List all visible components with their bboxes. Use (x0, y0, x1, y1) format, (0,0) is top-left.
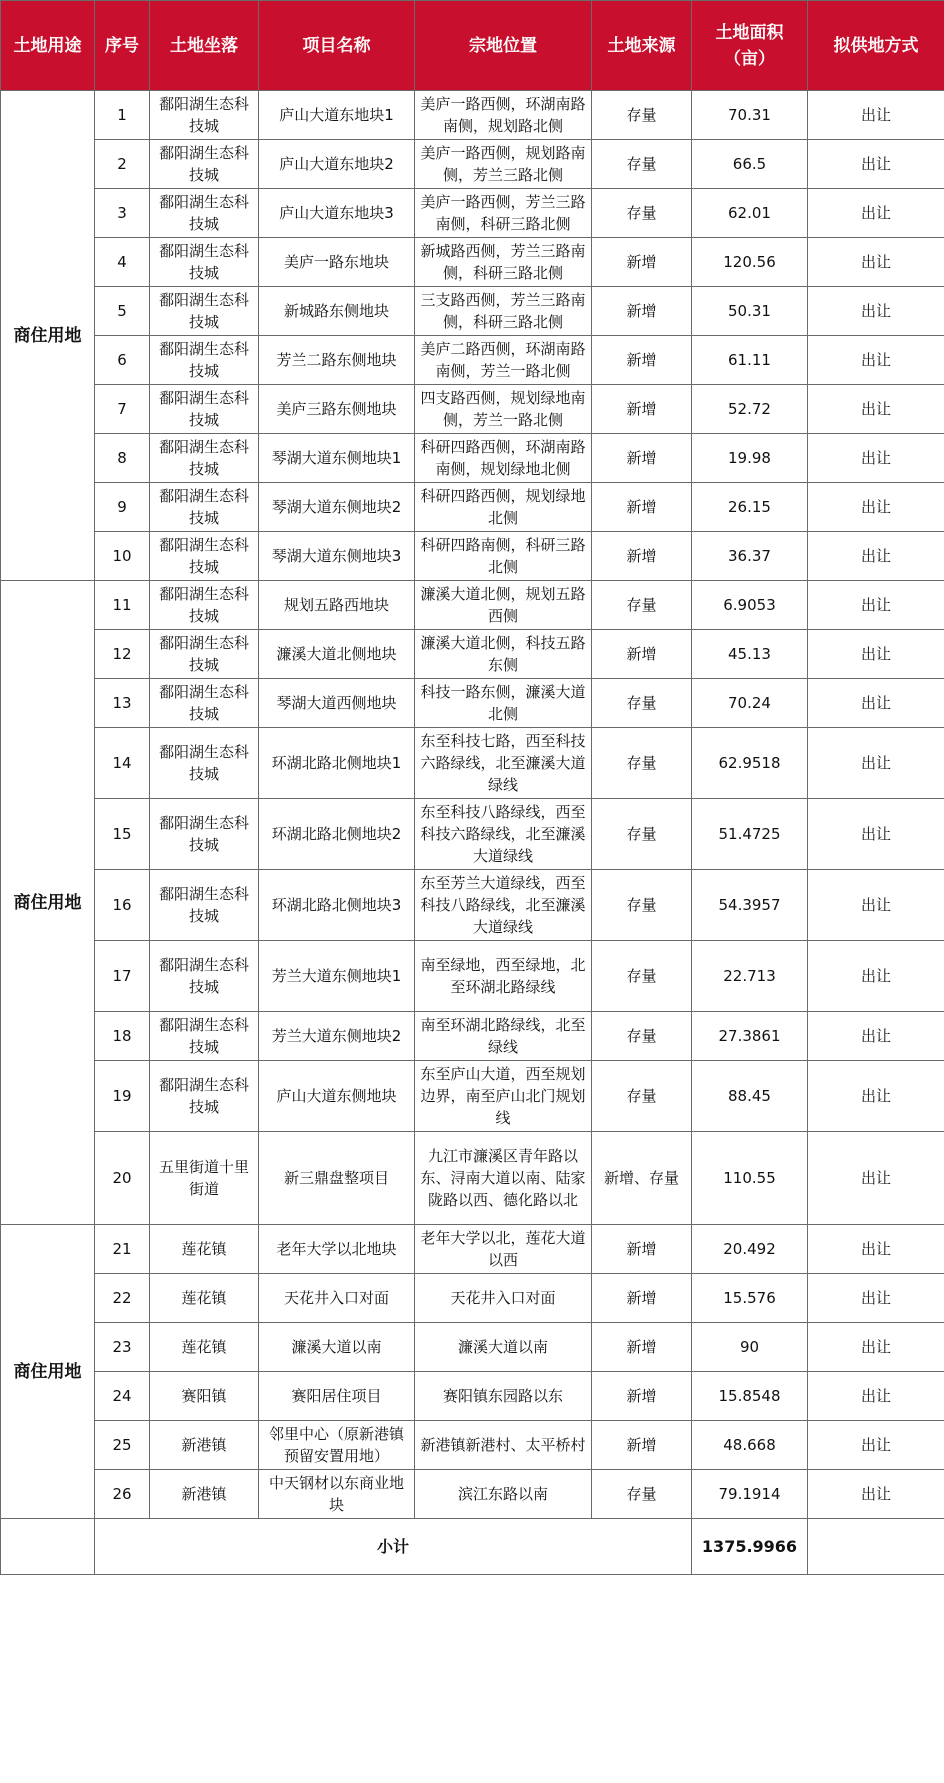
source-cell: 存量 (592, 941, 692, 1012)
source-cell: 新增 (592, 1372, 692, 1421)
area-cell: 88.45 (692, 1061, 808, 1132)
location-cell: 濂溪大道以南 (415, 1323, 592, 1372)
table-row (1, 532, 944, 581)
source-cell: 存量 (592, 189, 692, 238)
serial-cell: 15 (95, 799, 150, 870)
source-cell: 存量 (592, 1012, 692, 1061)
table-row (1, 1274, 944, 1323)
serial-cell: 5 (95, 287, 150, 336)
site-cell: 鄱阳湖生态科技城 (150, 336, 259, 385)
site-cell: 鄱阳湖生态科技城 (150, 483, 259, 532)
source-cell: 存量 (592, 728, 692, 799)
serial-cell: 10 (95, 532, 150, 581)
table-row (1, 287, 944, 336)
project-name-cell: 濂溪大道北侧地块 (259, 630, 415, 679)
serial-cell: 24 (95, 1372, 150, 1421)
serial-cell: 23 (95, 1323, 150, 1372)
site-cell: 鄱阳湖生态科技城 (150, 728, 259, 799)
area-cell: 62.01 (692, 189, 808, 238)
project-name-cell: 庐山大道东地块2 (259, 140, 415, 189)
source-cell: 存量 (592, 679, 692, 728)
project-name-cell: 庐山大道东侧地块 (259, 1061, 415, 1132)
serial-cell: 7 (95, 385, 150, 434)
table-row (1, 1372, 944, 1421)
supply-method-cell: 出让 (808, 1372, 944, 1421)
table-row (1, 1061, 944, 1132)
site-cell: 鄱阳湖生态科技城 (150, 1061, 259, 1132)
area-cell: 70.31 (692, 91, 808, 140)
table-row (1, 1012, 944, 1061)
site-cell: 鄱阳湖生态科技城 (150, 189, 259, 238)
site-cell: 莲花镇 (150, 1274, 259, 1323)
serial-cell: 22 (95, 1274, 150, 1323)
project-name-cell: 芳兰大道东侧地块1 (259, 941, 415, 1012)
location-cell: 天花井入口对面 (415, 1274, 592, 1323)
table-row (1, 238, 944, 287)
project-name-cell: 庐山大道东地块3 (259, 189, 415, 238)
header-cell: 土地面积（亩） (692, 1, 808, 91)
site-cell: 鄱阳湖生态科技城 (150, 1012, 259, 1061)
area-cell: 62.9518 (692, 728, 808, 799)
supply-method-cell: 出让 (808, 1012, 944, 1061)
project-name-cell: 濂溪大道以南 (259, 1323, 415, 1372)
area-cell: 6.9053 (692, 581, 808, 630)
supply-method-cell: 出让 (808, 287, 944, 336)
project-name-cell: 琴湖大道东侧地块2 (259, 483, 415, 532)
table-row (1, 434, 944, 483)
project-name-cell: 规划五路西地块 (259, 581, 415, 630)
table-row (1, 1421, 944, 1470)
area-cell: 19.98 (692, 434, 808, 483)
source-cell: 新增 (592, 1225, 692, 1274)
project-name-cell: 赛阳居住项目 (259, 1372, 415, 1421)
supply-method-cell: 出让 (808, 1323, 944, 1372)
table-row (1, 140, 944, 189)
serial-cell: 26 (95, 1470, 150, 1519)
header-cell: 宗地位置 (415, 1, 592, 91)
project-name-cell: 新三鼎盘整项目 (259, 1132, 415, 1225)
area-cell: 15.8548 (692, 1372, 808, 1421)
source-cell: 新增 (592, 630, 692, 679)
location-cell: 新城路西侧，芳兰三路南侧，科研三路北侧 (415, 238, 592, 287)
area-cell: 51.4725 (692, 799, 808, 870)
area-cell: 66.5 (692, 140, 808, 189)
source-cell: 存量 (592, 140, 692, 189)
site-cell: 鄱阳湖生态科技城 (150, 140, 259, 189)
supply-method-cell: 出让 (808, 679, 944, 728)
source-cell: 新增 (592, 434, 692, 483)
land-use-cell: 商住用地 (1, 581, 95, 1225)
supply-method-cell: 出让 (808, 941, 944, 1012)
location-cell: 滨江东路以南 (415, 1470, 592, 1519)
serial-cell: 8 (95, 434, 150, 483)
source-cell: 新增 (592, 532, 692, 581)
area-cell: 110.55 (692, 1132, 808, 1225)
serial-cell: 17 (95, 941, 150, 1012)
table-row (1, 1470, 944, 1519)
supply-method-cell: 出让 (808, 799, 944, 870)
project-name-cell: 邻里中心（原新港镇预留安置用地） (259, 1421, 415, 1470)
project-name-cell: 琴湖大道西侧地块 (259, 679, 415, 728)
header-cell: 序号 (95, 1, 150, 91)
supply-method-cell: 出让 (808, 1421, 944, 1470)
source-cell: 存量 (592, 581, 692, 630)
project-name-cell: 环湖北路北侧地块3 (259, 870, 415, 941)
supply-method-cell: 出让 (808, 1061, 944, 1132)
site-cell: 鄱阳湖生态科技城 (150, 679, 259, 728)
project-name-cell: 环湖北路北侧地块1 (259, 728, 415, 799)
supply-method-cell: 出让 (808, 385, 944, 434)
location-cell: 科研四路西侧，规划绿地北侧 (415, 483, 592, 532)
serial-cell: 18 (95, 1012, 150, 1061)
project-name-cell: 环湖北路北侧地块2 (259, 799, 415, 870)
supply-method-cell: 出让 (808, 728, 944, 799)
table-row (1, 799, 944, 870)
area-cell: 36.37 (692, 532, 808, 581)
project-name-cell: 天花井入口对面 (259, 1274, 415, 1323)
table-row (1, 483, 944, 532)
source-cell: 新增 (592, 1323, 692, 1372)
site-cell: 鄱阳湖生态科技城 (150, 941, 259, 1012)
project-name-cell: 美庐一路东地块 (259, 238, 415, 287)
header-cell: 拟供地方式 (808, 1, 944, 91)
header-cell: 土地坐落 (150, 1, 259, 91)
source-cell: 新增 (592, 287, 692, 336)
table-row (1, 336, 944, 385)
table-row (1, 1132, 944, 1225)
site-cell: 鄱阳湖生态科技城 (150, 434, 259, 483)
area-cell: 15.576 (692, 1274, 808, 1323)
site-cell: 鄱阳湖生态科技城 (150, 581, 259, 630)
serial-cell: 20 (95, 1132, 150, 1225)
location-cell: 赛阳镇东园路以东 (415, 1372, 592, 1421)
serial-cell: 16 (95, 870, 150, 941)
area-cell: 20.492 (692, 1225, 808, 1274)
supply-method-cell: 出让 (808, 1225, 944, 1274)
supply-method-cell: 出让 (808, 532, 944, 581)
site-cell: 五里街道十里街道 (150, 1132, 259, 1225)
serial-cell: 6 (95, 336, 150, 385)
table-row (1, 728, 944, 799)
area-cell: 27.3861 (692, 1012, 808, 1061)
area-cell: 70.24 (692, 679, 808, 728)
location-cell: 九江市濂溪区青年路以东、浔南大道以南、陆家陇路以西、德化路以北 (415, 1132, 592, 1225)
area-cell: 48.668 (692, 1421, 808, 1470)
table-body (1, 91, 944, 1575)
area-cell: 50.31 (692, 287, 808, 336)
location-cell: 科研四路西侧，环湖南路南侧，规划绿地北侧 (415, 434, 592, 483)
area-cell: 52.72 (692, 385, 808, 434)
serial-cell: 9 (95, 483, 150, 532)
location-cell: 三支路西侧，芳兰三路南侧，科研三路北侧 (415, 287, 592, 336)
site-cell: 赛阳镇 (150, 1372, 259, 1421)
location-cell: 美庐一路西侧，规划路南侧，芳兰三路北侧 (415, 140, 592, 189)
site-cell: 莲花镇 (150, 1225, 259, 1274)
supply-method-cell: 出让 (808, 1470, 944, 1519)
supply-method-cell: 出让 (808, 238, 944, 287)
location-cell: 美庐一路西侧，环湖南路南侧，规划路北侧 (415, 91, 592, 140)
table-row (1, 630, 944, 679)
table-row (1, 1323, 944, 1372)
area-cell: 90 (692, 1323, 808, 1372)
area-cell: 45.13 (692, 630, 808, 679)
location-cell: 东至科技七路，西至科技六路绿线，北至濂溪大道绿线 (415, 728, 592, 799)
source-cell: 存量 (592, 870, 692, 941)
area-cell: 26.15 (692, 483, 808, 532)
serial-cell: 19 (95, 1061, 150, 1132)
supply-method-cell: 出让 (808, 189, 944, 238)
land-use-cell: 商住用地 (1, 1225, 95, 1519)
table-row (1, 91, 944, 140)
serial-cell: 3 (95, 189, 150, 238)
source-cell: 新增 (592, 238, 692, 287)
project-name-cell: 庐山大道东地块1 (259, 91, 415, 140)
site-cell: 鄱阳湖生态科技城 (150, 238, 259, 287)
table-row (1, 385, 944, 434)
site-cell: 新港镇 (150, 1421, 259, 1470)
location-cell: 新港镇新港村、太平桥村 (415, 1421, 592, 1470)
serial-cell: 12 (95, 630, 150, 679)
area-cell: 120.56 (692, 238, 808, 287)
header-cell: 项目名称 (259, 1, 415, 91)
source-cell: 存量 (592, 1061, 692, 1132)
table-row (1, 189, 944, 238)
project-name-cell: 新城路东侧地块 (259, 287, 415, 336)
table-row (1, 941, 944, 1012)
supply-method-cell: 出让 (808, 91, 944, 140)
header-row (1, 1, 944, 91)
site-cell: 莲花镇 (150, 1323, 259, 1372)
subtotal-row (1, 1519, 944, 1575)
project-name-cell: 美庐三路东侧地块 (259, 385, 415, 434)
serial-cell: 25 (95, 1421, 150, 1470)
header-cell: 土地用途 (1, 1, 95, 91)
project-name-cell: 琴湖大道东侧地块3 (259, 532, 415, 581)
site-cell: 鄱阳湖生态科技城 (150, 91, 259, 140)
supply-method-cell: 出让 (808, 140, 944, 189)
location-cell: 四支路西侧，规划绿地南侧，芳兰一路北侧 (415, 385, 592, 434)
project-name-cell: 芳兰大道东侧地块2 (259, 1012, 415, 1061)
serial-cell: 11 (95, 581, 150, 630)
supply-method-cell: 出让 (808, 630, 944, 679)
source-cell: 新增 (592, 483, 692, 532)
location-cell: 科技一路东侧，濂溪大道北侧 (415, 679, 592, 728)
source-cell: 新增 (592, 336, 692, 385)
location-cell: 东至庐山大道，西至规划边界，南至庐山北门规划线 (415, 1061, 592, 1132)
supply-method-cell: 出让 (808, 434, 944, 483)
location-cell: 美庐二路西侧，环湖南路南侧，芳兰一路北侧 (415, 336, 592, 385)
supply-method-cell: 出让 (808, 581, 944, 630)
area-cell: 54.3957 (692, 870, 808, 941)
source-cell: 存量 (592, 1470, 692, 1519)
project-name-cell: 芳兰二路东侧地块 (259, 336, 415, 385)
table-row (1, 679, 944, 728)
subtotal-area: 1375.9966 (692, 1519, 808, 1575)
area-cell: 22.713 (692, 941, 808, 1012)
serial-cell: 13 (95, 679, 150, 728)
source-cell: 新增 (592, 1421, 692, 1470)
area-cell: 61.11 (692, 336, 808, 385)
serial-cell: 21 (95, 1225, 150, 1274)
location-cell: 科研四路南侧，科研三路北侧 (415, 532, 592, 581)
location-cell: 南至环湖北路绿线，北至绿线 (415, 1012, 592, 1061)
table-row (1, 581, 944, 630)
site-cell: 鄱阳湖生态科技城 (150, 870, 259, 941)
table-row (1, 870, 944, 941)
serial-cell: 4 (95, 238, 150, 287)
serial-cell: 14 (95, 728, 150, 799)
location-cell: 东至科技八路绿线，西至科技六路绿线，北至濂溪大道绿线 (415, 799, 592, 870)
supply-method-cell: 出让 (808, 483, 944, 532)
location-cell: 老年大学以北，莲花大道以西 (415, 1225, 592, 1274)
location-cell: 濂溪大道北侧，科技五路东侧 (415, 630, 592, 679)
project-name-cell: 琴湖大道东侧地块1 (259, 434, 415, 483)
source-cell: 新增 (592, 1274, 692, 1323)
site-cell: 鄱阳湖生态科技城 (150, 385, 259, 434)
supply-method-cell: 出让 (808, 336, 944, 385)
land-use-cell: 商住用地 (1, 91, 95, 581)
location-cell: 东至芳兰大道绿线，西至科技八路绿线，北至濂溪大道绿线 (415, 870, 592, 941)
serial-cell: 2 (95, 140, 150, 189)
table-row (1, 1225, 944, 1274)
location-cell: 南至绿地，西至绿地，北至环湖北路绿线 (415, 941, 592, 1012)
area-cell: 79.1914 (692, 1470, 808, 1519)
site-cell: 鄱阳湖生态科技城 (150, 630, 259, 679)
supply-method-cell: 出让 (808, 870, 944, 941)
location-cell: 濂溪大道北侧，规划五路西侧 (415, 581, 592, 630)
site-cell: 鄱阳湖生态科技城 (150, 799, 259, 870)
project-name-cell: 中天钢材以东商业地块 (259, 1470, 415, 1519)
site-cell: 鄱阳湖生态科技城 (150, 532, 259, 581)
subtotal-blank-cell (1, 1519, 95, 1575)
subtotal-empty-cell (808, 1519, 944, 1575)
location-cell: 美庐一路西侧，芳兰三路南侧，科研三路北侧 (415, 189, 592, 238)
serial-cell: 1 (95, 91, 150, 140)
source-cell: 存量 (592, 91, 692, 140)
source-cell: 存量 (592, 799, 692, 870)
project-name-cell: 老年大学以北地块 (259, 1225, 415, 1274)
header-cell: 土地来源 (592, 1, 692, 91)
subtotal-label: 小计 (95, 1519, 692, 1575)
site-cell: 鄱阳湖生态科技城 (150, 287, 259, 336)
site-cell: 新港镇 (150, 1470, 259, 1519)
supply-method-cell: 出让 (808, 1132, 944, 1225)
source-cell: 新增 (592, 385, 692, 434)
source-cell: 新增、存量 (592, 1132, 692, 1225)
supply-method-cell: 出让 (808, 1274, 944, 1323)
